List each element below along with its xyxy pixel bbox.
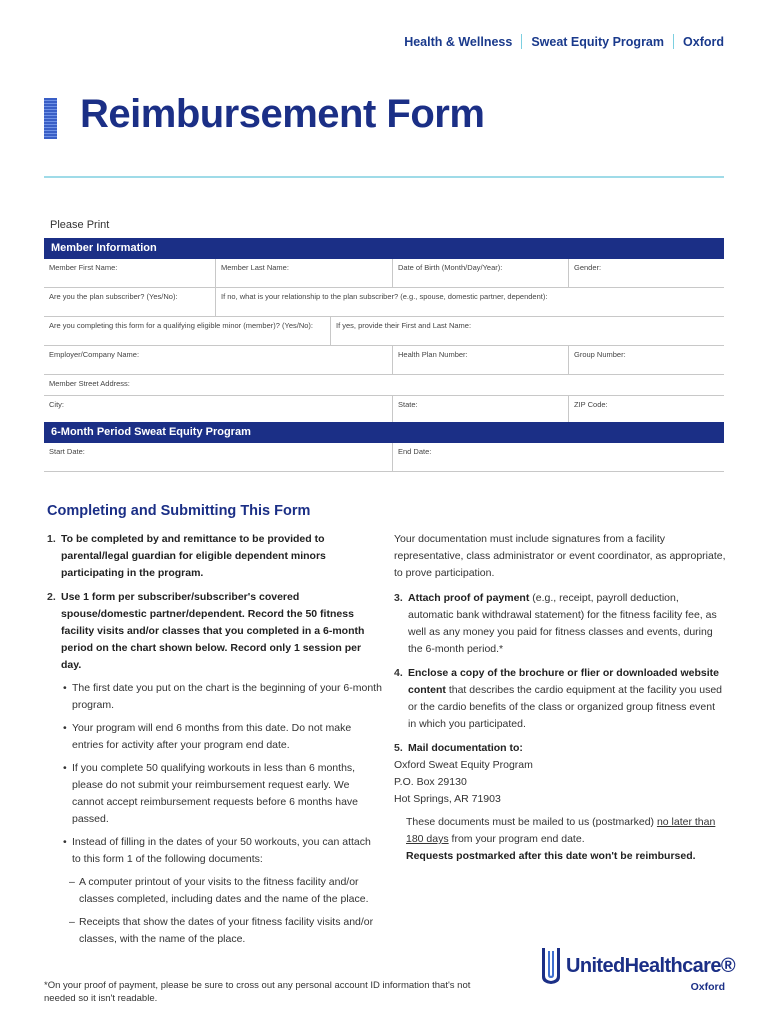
unitedhealthcare-logo [540,944,736,996]
instructions-heading: Completing and Submitting This Form [47,503,311,519]
logo-oxford: Oxford [690,981,725,993]
gender-field[interactable]: Gender: [568,259,724,287]
logo-wordmark: UnitedHealthcare® [566,955,736,977]
list-item: • The first date you put on the chart is the beginning of your 6-month program. [47,680,382,714]
list-item: 1. To be completed by and remittance to be provided to parental/legal guardian for eligible dependent minors participating in the program. [47,531,382,582]
mail-deadline-note: These documents must be mailed to us (postmarked) no later than 180 days from your program end date. Requests postmarked after this date won't be reimbursed. [406,816,716,862]
nav-separator [673,34,674,49]
bullet-icon: • [63,762,67,774]
nav-health-wellness: Health & Wellness [404,34,513,49]
list-item: – A computer printout of your visits to the fitness facility and/or classes completed, including dates and the name of the place. [47,874,382,908]
first-name-field[interactable]: Member First Name: [49,263,118,272]
period-section [44,422,724,472]
title-accent-bar [44,98,57,139]
period-header: 6-Month Period Sweat Equity Program [44,422,724,443]
relationship-field[interactable]: If no, what is your relationship to the plan subscriber? (e.g., spouse, domestic partner, dependent): [215,288,724,316]
mailing-address: Oxford Sweat Equity Program P.O. Box 29130 Hot Springs, AR 71903 [394,759,533,805]
list-item: 3. Attach proof of payment (e.g., receipt, payroll deduction, automatic bank withdrawal statement) for the fitness facility fee, as well as any money you paid for fitness classes and events, during the 6-month period.* [394,590,726,658]
footnote: *On your proof of payment, please be sure to cross out any personal account ID information that's not needed so it isn't readable. [44,980,471,1004]
member-info-header: Member Information [44,238,724,259]
group-number-field[interactable]: Group Number: [568,346,724,374]
health-plan-number-field[interactable]: Health Plan Number: [392,346,568,374]
bullet-icon: • [63,682,67,694]
form-row [44,317,724,346]
instruction-4: Enclose a copy of the brochure or flier or downloaded website content that describes the cardio equipment at the facility you used or the cardio benefits of the class or organized group fitness event in which you participated. [408,667,722,730]
page-title: Reimbursement Form [80,92,485,136]
plan-subscriber-field[interactable]: Are you the plan subscriber? (Yes/No): [49,292,178,301]
end-date-field[interactable]: End Date: [392,443,724,471]
please-print-label: Please Print [50,219,110,231]
list-item: • Instead of filling in the dates of your 50 workouts, you can attach to this form 1 of the following documents: [47,834,382,868]
list-item: 2. Use 1 form per subscriber/subscriber's covered spouse/domestic partner/dependent. Record the 50 fitness facility visits and/or classes that you completed in a 6-month period on the chart shown below. Record only 1 session per day. [47,589,382,674]
instruction-5: Mail documentation to: [408,742,523,754]
list-item: • Your program will end 6 months from this date. Do not make entries for activity after your program end date. [47,720,382,754]
nav-separator [521,34,522,49]
nav-sweat-equity: Sweat Equity Program [531,34,665,49]
form-row [44,259,724,288]
header-nav [404,34,724,49]
instruction-3: Attach proof of payment (e.g., receipt, payroll deduction, automatic bank withdrawal statement) for the fitness facility fee, as well as any money you paid for fitness classes and events, during the 6-month period.* [408,592,717,655]
list-item: 4. Enclose a copy of the brochure or flier or downloaded website content that describes the cardio equipment at the facility you used or the cardio benefits of the class or organized group fitness event in which you participated. [394,665,726,733]
member-information-section [44,238,724,424]
start-date-field[interactable]: Start Date: [49,447,85,456]
dash-icon: – [69,916,75,928]
form-row [44,396,724,424]
minor-name-field[interactable]: If yes, provide their First and Last Name: [330,317,724,345]
bullet-icon: • [63,722,67,734]
list-item: – Receipts that show the dates of your fitness facility visits and/or classes, with the name of the place. [47,914,382,948]
title-divider [44,176,724,178]
minor-field[interactable]: Are you completing this form for a qualifying eligible minor (member)? (Yes/No): [49,321,313,330]
list-item: • If you complete 50 qualifying workouts in less than 6 months, please do not submit your reimbursement request early. We cannot accept reimbursement requests before 6 months have passed. [47,760,382,828]
instructions-right-column [394,531,726,865]
employer-field[interactable]: Employer/Company Name: [49,350,140,359]
form-row [44,346,724,375]
uhc-shield-icon [540,946,562,984]
dash-icon: – [69,876,75,888]
documentation-note: Your documentation must include signatures from a facility representative, class administrator or event coordinator, as appropriate, to prove participation. [394,533,726,579]
state-field[interactable]: State: [392,396,568,423]
list-item: 5. Mail documentation to: [394,740,726,757]
instruction-2: Use 1 form per subscriber/subscriber's covered spouse/domestic partner/dependent. Record the 50 fitness facility visits and/or classes that you completed in a 6-month period on the chart shown below. Record only 1 session per day. [61,591,365,671]
instructions-left-column [47,531,382,948]
nav-oxford: Oxford [683,34,724,49]
bullet-icon: • [63,836,67,848]
zip-field[interactable]: ZIP Code: [568,396,724,423]
street-address-field[interactable]: Member Street Address: [49,379,130,388]
dob-field[interactable]: Date of Birth (Month/Day/Year): [392,259,568,287]
instruction-1: To be completed by and remittance to be provided to parental/legal guardian for eligible dependent minors participating in the program. [61,533,326,579]
form-row [44,443,724,472]
form-row [44,375,724,396]
form-row [44,288,724,317]
last-name-field[interactable]: Member Last Name: [215,259,392,287]
city-field[interactable]: City: [49,400,64,409]
